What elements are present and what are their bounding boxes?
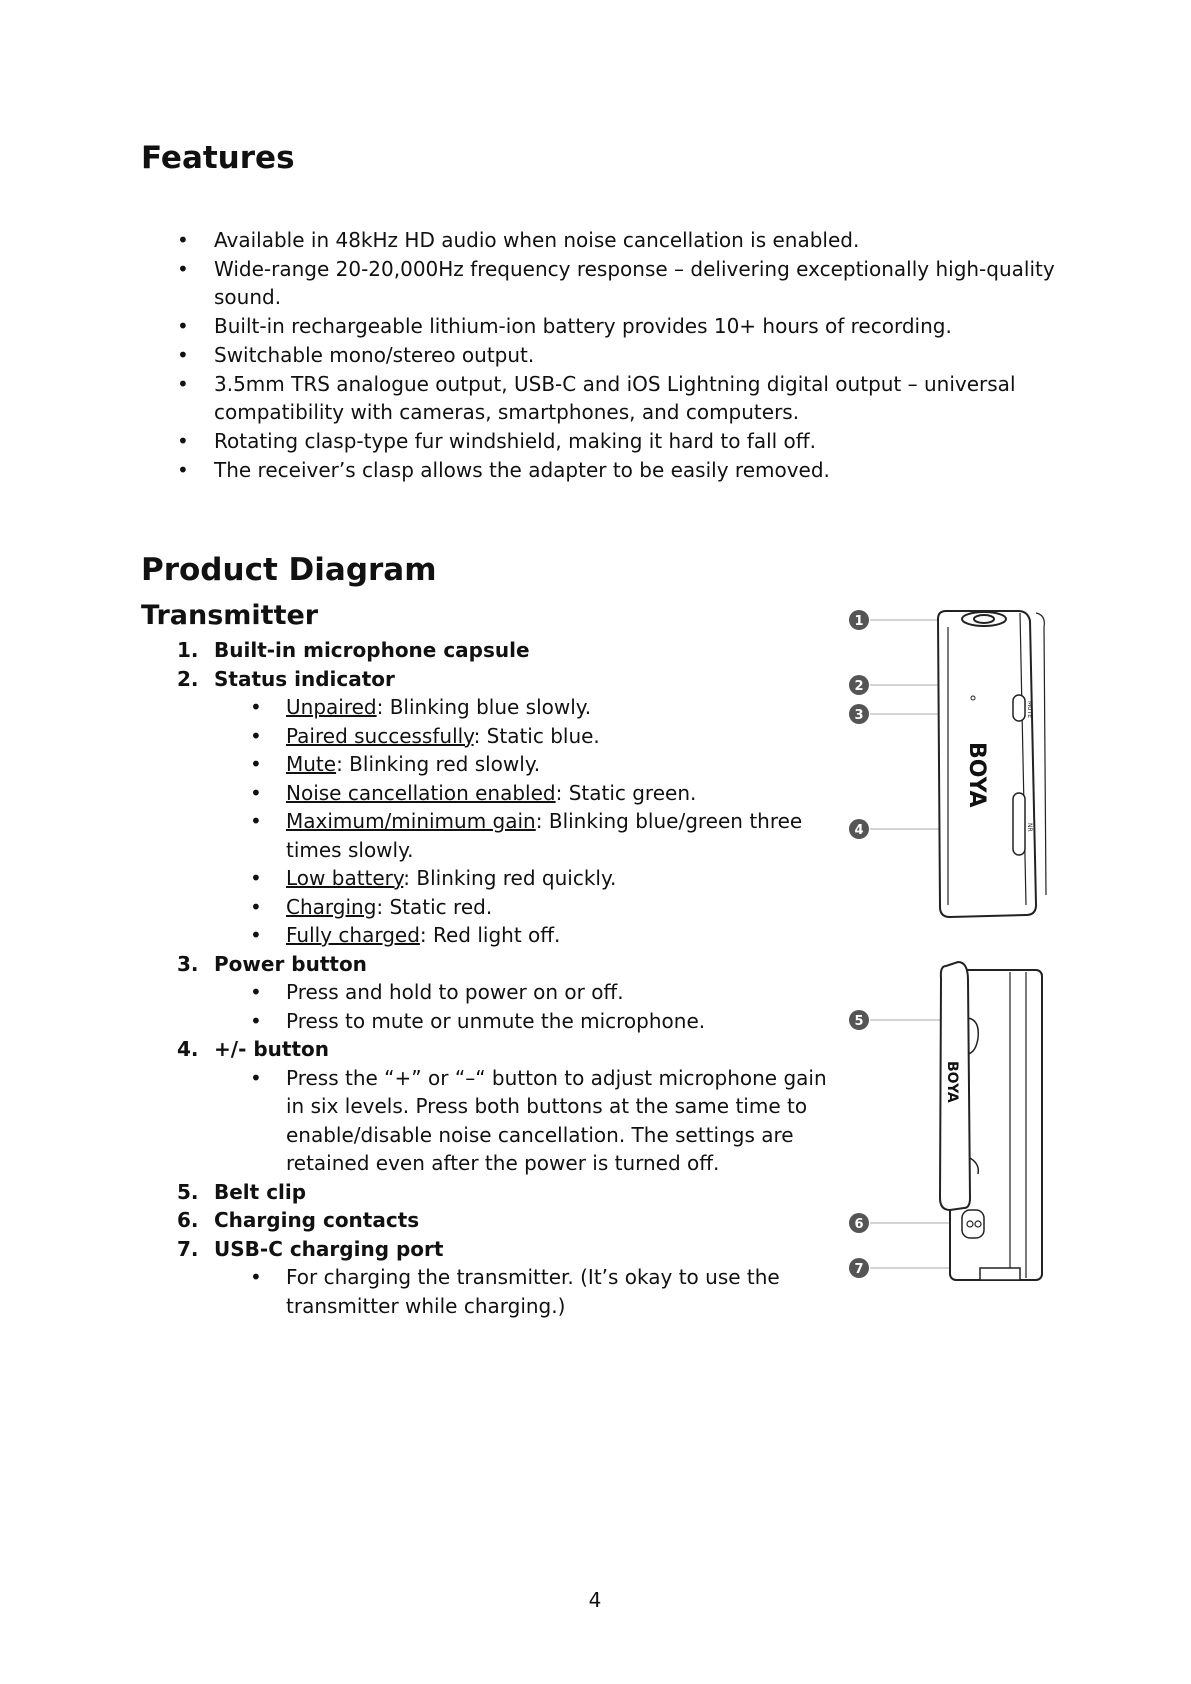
list-item: • Wide-range 20-20,000Hz frequency response – delivering exceptionally high-quality sound. xyxy=(141,255,1071,311)
callout-label: 1 xyxy=(854,614,864,629)
notes-list xyxy=(214,978,841,1035)
status-desc: : Static red. xyxy=(376,894,493,919)
status-desc: : Blinking blue slowly. xyxy=(376,695,592,719)
note-item: • Press the “+” or “–“ button to adjust microphone gain in six levels. Press both buttons at the same time to enable/disable noise cancellation. The settings are retained even after the power is turned off. xyxy=(214,1064,841,1178)
part-number: 3. xyxy=(177,951,199,976)
callout-label: 3 xyxy=(854,708,864,723)
status-item xyxy=(214,722,841,751)
part-title: Charging contacts xyxy=(214,1208,420,1232)
product-diagram-heading: Product Diagram xyxy=(141,552,437,588)
callout-label: 4 xyxy=(854,823,864,838)
transmitter-front-diagram xyxy=(840,605,1060,925)
part-title: +/- button xyxy=(214,1037,329,1061)
part-number: 5. xyxy=(177,1179,199,1204)
transmitter-body xyxy=(938,611,1046,917)
callout-label: 6 xyxy=(854,1217,864,1232)
part-item xyxy=(141,636,841,665)
parts-list xyxy=(141,636,841,1320)
status-item xyxy=(214,921,841,950)
page-number: 4 xyxy=(588,1588,602,1612)
features-list xyxy=(141,226,1071,485)
brand-logo: BOYA xyxy=(964,742,989,808)
status-item xyxy=(214,893,841,922)
part-item xyxy=(141,950,841,1036)
callout-1 xyxy=(849,610,869,630)
status-item xyxy=(214,779,841,808)
mute-label: MUTE xyxy=(1026,701,1033,719)
notes-list xyxy=(214,1064,841,1178)
nr-label: NR xyxy=(1026,823,1033,832)
status-list xyxy=(214,693,841,950)
status-term: Unpaired xyxy=(286,695,377,719)
part-title: Status indicator xyxy=(214,666,395,691)
status-desc: : Red light off. xyxy=(419,923,561,947)
part-number: 1. xyxy=(177,638,199,662)
status-item xyxy=(214,693,841,722)
list-item: • Built-in rechargeable lithium-ion battery provides 10+ hours of recording. xyxy=(141,312,1071,340)
list-item: • 3.5mm TRS analogue output, USB-C and iOS Lightning digital output – universal compatibility with cameras, smartphones, and computers. xyxy=(141,370,1071,426)
callout-3 xyxy=(849,704,869,724)
status-term: Fully charged xyxy=(286,923,420,947)
status-term: Low battery xyxy=(286,866,404,890)
part-number: 7. xyxy=(177,1236,199,1261)
features-heading: Features xyxy=(141,140,295,176)
part-number: 2. xyxy=(177,666,199,691)
list-item: • The receiver’s clasp allows the adapter to be easily removed. xyxy=(141,456,1071,484)
notes-list xyxy=(214,1263,841,1320)
part-number: 6. xyxy=(177,1208,199,1232)
list-item: • Rotating clasp-type fur windshield, making it hard to fall off. xyxy=(141,427,1071,455)
status-item xyxy=(214,807,841,864)
part-title: USB-C charging port xyxy=(214,1236,444,1261)
status-term: Maximum/minimum gain xyxy=(286,809,536,833)
status-term: Charging xyxy=(286,894,377,919)
status-term: Paired successfully xyxy=(286,723,474,748)
status-desc: : Static green. xyxy=(555,780,697,805)
callout-2 xyxy=(849,675,869,695)
status-desc: : Blinking red quickly. xyxy=(403,866,617,890)
callout-label: 5 xyxy=(854,1014,864,1029)
status-item xyxy=(214,864,841,893)
transmitter-side-diagram xyxy=(840,958,1060,1288)
part-number: 4. xyxy=(177,1037,199,1061)
part-title: Built-in microphone capsule xyxy=(214,638,530,662)
part-title: Power button xyxy=(214,951,367,976)
part-title: Belt clip xyxy=(214,1179,307,1204)
status-desc: : Blinking blue/green three times slowly. xyxy=(286,809,803,862)
part-item xyxy=(141,1235,841,1321)
list-item: • Switchable mono/stereo output. xyxy=(141,341,1071,369)
callout-6 xyxy=(849,1213,869,1233)
part-item xyxy=(141,665,841,950)
note-item: • For charging the transmitter. (It’s okay to use the transmitter while charging.) xyxy=(214,1263,841,1320)
status-term: Mute xyxy=(286,752,337,776)
callout-label: 2 xyxy=(854,679,864,694)
status-desc: : Blinking red slowly. xyxy=(336,752,541,776)
callout-label: 7 xyxy=(854,1262,864,1277)
callout-7 xyxy=(849,1258,869,1278)
part-item xyxy=(141,1206,841,1235)
callout-4 xyxy=(849,819,869,839)
brand-logo: BOYA xyxy=(944,1061,960,1103)
callout-5 xyxy=(849,1010,869,1030)
note-item: • Press to mute or unmute the microphone. xyxy=(214,1007,841,1036)
list-item: • Available in 48kHz HD audio when noise cancellation is enabled. xyxy=(141,226,1071,254)
part-item xyxy=(141,1035,841,1178)
transmitter-side-body xyxy=(940,962,1042,1280)
note-item: • Press and hold to power on or off. xyxy=(214,978,841,1007)
transmitter-heading: Transmitter xyxy=(141,600,319,631)
part-item xyxy=(141,1178,841,1207)
status-item xyxy=(214,750,841,779)
status-term: Noise cancellation enabled xyxy=(286,780,556,805)
status-desc: : Static blue. xyxy=(473,723,600,748)
